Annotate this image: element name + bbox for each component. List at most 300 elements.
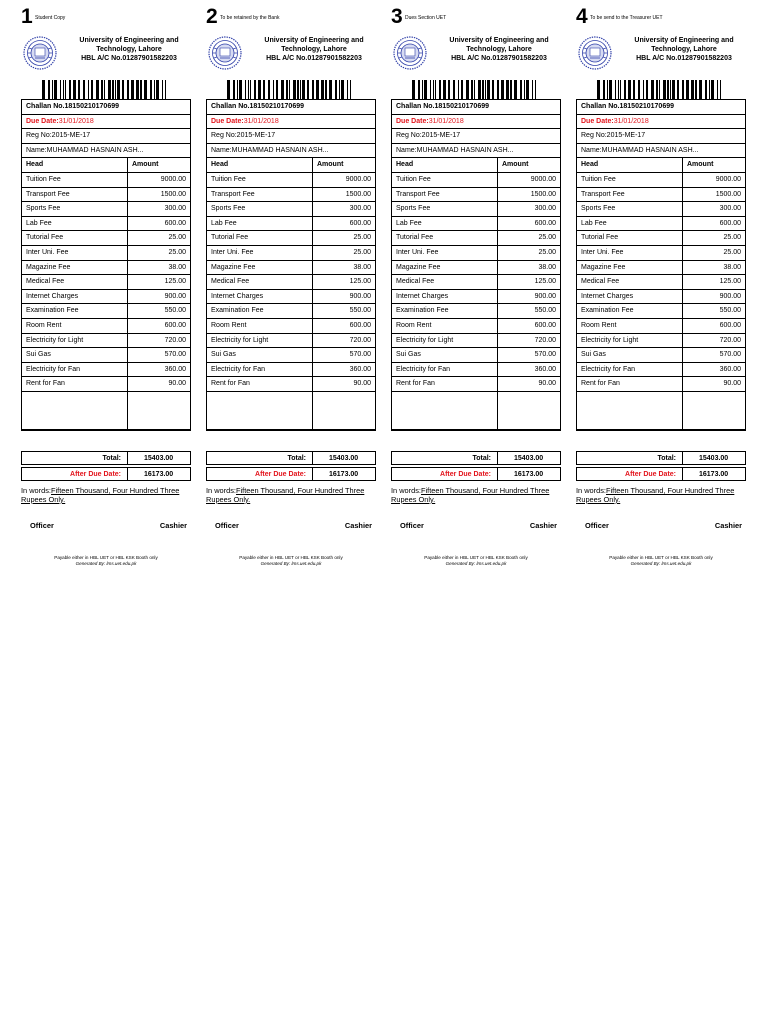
barcode-bar [677,80,679,100]
fee-amount: 570.00 [349,351,371,359]
fee-amount: 1500.00 [530,190,556,198]
institution-name [59,36,199,63]
institution-name-line1: University of Engineering and [264,37,364,44]
copy-label: Dues Section UET [405,15,447,21]
fee-head: Examination Fee [22,304,128,318]
barcode-bar [63,80,64,100]
generated-by: Generated By: lms.uet.edu.pk [445,561,507,566]
barcode-bar [108,80,111,100]
reg-no: Reg No:2015-ME-17 [577,129,745,144]
barcode-bar [643,80,644,100]
fee-head: Examination Fee [577,304,683,318]
fee-head: Magazine Fee [577,261,683,275]
copy-number: 3 [391,5,403,28]
institution-name-line2: Technology, Lahore [281,46,347,53]
barcode-bar [474,80,475,100]
fee-row [392,377,560,392]
barcode-bar [91,80,93,100]
barcode-bar [156,80,159,100]
barcode-bar [144,80,147,100]
fee-head: Sports Fee [392,202,498,216]
fee-amount: 600.00 [534,219,556,227]
barcode-bar [350,80,351,100]
fee-amount: 600.00 [164,219,186,227]
challan-table [21,99,191,431]
generated-by: Generated By: lms.uet.edu.pk [260,561,322,566]
fee-head: Tuition Fee [22,173,128,187]
head-column-header: Head [22,158,128,172]
total-value: 15403.00 [514,455,544,462]
barcode-bar [609,80,612,100]
fee-row [577,261,745,276]
institution-name [429,36,569,63]
copy-label: Student Copy [35,15,66,21]
barcode-bar [532,80,533,100]
fee-row [22,348,190,363]
fee-row [577,290,745,305]
words-value: Fifteen Thousand, Four Hundred Three Rupees Only. [391,486,550,504]
due-date-value: 31/01/2018 [243,117,279,125]
fee-head: Transport Fee [22,188,128,202]
amount-column-header: Amount [132,161,159,169]
barcode-bar [52,80,53,100]
barcode-bar [412,80,415,100]
fee-amount: 125.00 [164,278,186,286]
challan-copy-3 [391,5,561,566]
fee-head: Transport Fee [392,188,498,202]
university-logo-icon [208,36,242,70]
fee-amount: 25.00 [168,234,186,242]
fee-row [22,377,190,392]
copy-label: To be retained by the Bank [220,15,280,21]
barcode-bar [633,80,635,100]
words-label: In words: [391,486,421,495]
footer-note [206,555,376,567]
fee-amount: 300.00 [164,205,186,213]
fee-amount: 570.00 [534,351,556,359]
barcode-bar [443,80,446,100]
institution-header [576,36,746,72]
barcode-bar [258,80,261,100]
barcode-bar [510,80,512,100]
fee-head: Sports Fee [207,202,313,216]
words-label: In words: [21,486,51,495]
fee-row [22,202,190,217]
fee-head: Lab Fee [577,217,683,231]
fee-amount: 25.00 [538,248,556,256]
due-date-row [22,115,190,130]
fee-head: Tuition Fee [207,173,313,187]
payable-note: Payable either in HBL UET or HBL KSK Booth only [609,555,713,560]
fee-row [392,188,560,203]
fee-amount: 1500.00 [345,190,371,198]
barcode-bar [618,80,619,100]
barcode-bar [695,80,697,100]
barcode [412,80,536,100]
officer-signature: Officer [400,521,424,530]
barcode-bar [603,80,605,100]
fee-head: Tuition Fee [392,173,498,187]
barcode-bar [150,80,152,100]
fee-head: Sui Gas [22,348,128,362]
fee-row [577,304,745,319]
institution-header [206,36,376,72]
fee-amount: 900.00 [349,292,371,300]
barcode-bar [720,80,721,100]
fee-amount: 125.00 [349,278,371,286]
blank-row [207,392,375,430]
after-due-label: After Due Date: [207,468,313,480]
fee-head: Medical Fee [577,275,683,289]
barcode-bar [297,80,299,100]
challan-copy-1 [21,5,191,566]
totals [391,451,561,483]
fee-head: Electricity for Light [22,334,128,348]
fee-amount: 90.00 [168,380,186,388]
head-column-header: Head [392,158,498,172]
fee-head: Inter Uni. Fee [22,246,128,260]
fee-amount: 90.00 [723,380,741,388]
fee-amount: 9000.00 [530,175,556,183]
barcode-bar [276,80,278,100]
blank-row [392,392,560,430]
fee-head: Rent for Fan [577,377,683,391]
fee-row [577,231,745,246]
fee-amount: 25.00 [723,234,741,242]
university-logo-icon [578,36,612,70]
barcode-bar [501,80,504,100]
barcode-bar [485,80,486,100]
fee-amount: 720.00 [349,336,371,344]
university-logo-icon [23,36,57,70]
after-due-value: 16173.00 [699,471,729,478]
barcode-bar [433,80,434,100]
barcode-bar [607,80,608,100]
fee-head: Tuition Fee [577,173,683,187]
fee-head: Magazine Fee [207,261,313,275]
fee-row [207,173,375,188]
barcode-bar [88,80,89,100]
barcode [227,80,351,100]
copy-header [21,6,191,26]
fee-row [207,202,375,217]
fee-head: Room Rent [392,319,498,333]
barcode-bar [628,80,631,100]
cashier-signature: Cashier [344,521,372,530]
fee-row [207,348,375,363]
fee-row [207,231,375,246]
totals [206,451,376,483]
blank-row [577,392,745,430]
barcode [42,80,166,100]
barcode-bar [672,80,675,100]
barcode-bar [329,80,332,100]
barcode-bar [435,80,436,100]
challan-number: Challan No.18150210170699 [392,100,560,115]
due-date-value: 31/01/2018 [58,117,94,125]
fee-amount: 1500.00 [715,190,741,198]
copy-number: 4 [576,5,588,28]
fee-head: Inter Uni. Fee [577,246,683,260]
due-date-label: Due Date: [581,117,614,125]
barcode-bar [659,80,660,100]
fee-head: Sui Gas [392,348,498,362]
amount-in-words [391,486,563,504]
fee-row [207,188,375,203]
fee-amount: 720.00 [719,336,741,344]
fee-amount: 1500.00 [160,190,186,198]
fee-head: Electricity for Light [207,334,313,348]
total-row [21,451,191,465]
cashier-signature: Cashier [529,521,557,530]
fee-amount: 9000.00 [160,175,186,183]
barcode-bar [620,80,621,100]
fee-row [577,363,745,378]
institution-name [244,36,384,63]
fee-amount: 300.00 [719,205,741,213]
fee-amount: 300.00 [534,205,556,213]
barcode-bar [122,80,124,100]
fee-head: Electricity for Fan [577,363,683,377]
barcode-bar [316,80,319,100]
total-value: 15403.00 [144,455,174,462]
barcode-bar [289,80,290,100]
barcode-bar [691,80,694,100]
fee-rows [577,173,745,392]
fee-head: Medical Fee [22,275,128,289]
due-date-row [392,115,560,130]
barcode-bar [233,80,235,100]
barcode-bar [165,80,166,100]
barcode-bar [78,80,80,100]
institution-name-line2: Technology, Lahore [466,46,532,53]
due-date-label: Due Date: [211,117,244,125]
fee-row [392,348,560,363]
due-date-label: Due Date: [396,117,429,125]
institution-header [391,36,561,72]
after-due-value: 16173.00 [329,471,359,478]
barcode-bar [248,80,249,100]
barcode-bar [492,80,494,100]
barcode-bar [520,80,522,100]
total-label: Total: [207,452,313,464]
fee-amount: 360.00 [164,365,186,373]
after-due-row [391,467,561,481]
fee-amount: 360.00 [349,365,371,373]
copy-number: 2 [206,5,218,28]
barcode-bar [478,80,481,100]
barcode-bar [83,80,85,100]
footer-note [391,555,561,567]
fee-amount: 9000.00 [715,175,741,183]
fee-amount: 550.00 [719,307,741,315]
fee-row [207,261,375,276]
barcode-bar [422,80,423,100]
fee-amount: 25.00 [168,248,186,256]
barcode-bar [268,80,270,100]
cashier-signature: Cashier [714,521,742,530]
barcode-bar [96,80,99,100]
institution-name-line1: University of Engineering and [449,37,549,44]
institution-name-line2: Technology, Lahore [96,46,162,53]
fee-head: Sports Fee [22,202,128,216]
challan-table [576,99,746,431]
fee-head: Internet Charges [22,290,128,304]
barcode-bar [42,80,45,100]
amount-column-header: Amount [687,161,714,169]
fee-row [22,290,190,305]
bank-account: HBL A/C No.01287901582203 [266,55,362,62]
barcode-bar [69,80,71,100]
fee-head: Lab Fee [207,217,313,231]
barcode-bar [597,80,600,100]
barcode-bar [535,80,536,100]
after-due-label: After Due Date: [22,468,128,480]
fee-head: Sui Gas [207,348,313,362]
fee-amount: 720.00 [164,336,186,344]
institution-name-line1: University of Engineering and [634,37,734,44]
payable-note: Payable either in HBL UET or HBL KSK Booth only [54,555,158,560]
fee-head: Transport Fee [577,188,683,202]
head-column-header: Head [577,158,683,172]
fee-head: Sui Gas [577,348,683,362]
challan-copy-2 [206,5,376,566]
reg-no: Reg No:2015-ME-17 [22,129,190,144]
fee-amount: 25.00 [353,248,371,256]
fee-head: Lab Fee [22,217,128,231]
generated-by: Generated By: lms.uet.edu.pk [630,561,692,566]
barcode-bar [514,80,517,100]
payable-note: Payable either in HBL UET or HBL KSK Booth only [424,555,528,560]
barcode-bar [250,80,251,100]
fee-row [577,275,745,290]
barcode-bar [281,80,284,100]
barcode-bar [335,80,337,100]
barcode-bar [524,80,525,100]
barcode-bar [506,80,509,100]
fee-table-header [577,158,745,173]
fee-amount: 38.00 [723,263,741,271]
barcode-bar [325,80,327,100]
fee-amount: 38.00 [538,263,556,271]
challan-number: Challan No.18150210170699 [577,100,745,115]
fee-rows [392,173,560,392]
barcode-bar [448,80,450,100]
barcode-bar [424,80,427,100]
barcode-bar [458,80,459,100]
fee-amount: 550.00 [534,307,556,315]
amount-column-header: Amount [317,161,344,169]
barcode-bar [347,80,348,100]
fee-row [577,217,745,232]
barcode-bar [341,80,344,100]
fee-row [22,363,190,378]
fee-head: Tutorial Fee [22,231,128,245]
barcode-bar [117,80,120,100]
fee-head: Magazine Fee [22,261,128,275]
barcode-bar [487,80,490,100]
fee-row [22,246,190,261]
after-due-label: After Due Date: [392,468,498,480]
fee-amount: 570.00 [164,351,186,359]
fee-row [577,202,745,217]
totals [21,451,191,483]
amount-in-words [21,486,193,504]
barcode-bar [667,80,669,100]
institution-name [614,36,754,63]
fee-head: Internet Charges [207,290,313,304]
fee-row [207,246,375,261]
barcode-bar [497,80,499,100]
barcode-bar [466,80,469,100]
barcode-bar [48,80,50,100]
barcode-bar [430,80,431,100]
footer-note [21,555,191,567]
fee-head: Sports Fee [577,202,683,216]
fee-row [577,348,745,363]
barcode-bar [245,80,246,100]
fee-row [207,275,375,290]
copy-header [576,6,746,26]
fee-head: Electricity for Light [392,334,498,348]
total-label: Total: [577,452,683,464]
fee-head: Rent for Fan [22,377,128,391]
footer-note [576,555,746,567]
fee-row [207,217,375,232]
words-value: Fifteen Thousand, Four Hundred Three Rupees Only. [206,486,365,504]
barcode-bar [300,80,301,100]
due-date-label: Due Date: [26,117,59,125]
barcode-bar [112,80,114,100]
copy-label: To be send to the Treasurer UET [590,15,663,21]
fee-row [207,377,375,392]
blank-row [22,392,190,430]
barcode-bar [60,80,61,100]
officer-signature: Officer [30,521,54,530]
after-due-row [576,467,746,481]
fee-row [577,319,745,334]
fee-amount: 600.00 [349,219,371,227]
due-date-value: 31/01/2018 [428,117,464,125]
barcode-bar [453,80,455,100]
barcode-bar [615,80,616,100]
barcode [597,80,721,100]
barcode-bar [54,80,57,100]
fee-head: Inter Uni. Fee [207,246,313,260]
fee-row [207,319,375,334]
barcode-bar [709,80,710,100]
fee-head: Magazine Fee [392,261,498,275]
fee-row [392,173,560,188]
fee-row [207,290,375,305]
barcode-bar [471,80,473,100]
fee-row [392,275,560,290]
student-name: Name:MUHAMMAD HASNAIN ASH... [577,144,745,159]
head-column-header: Head [207,158,313,172]
words-label: In words: [576,486,606,495]
barcode-bar [686,80,689,100]
generated-by: Generated By: lms.uet.edu.pk [75,561,137,566]
words-label: In words: [206,486,236,495]
barcode-bar [140,80,142,100]
fee-row [22,231,190,246]
fee-row [392,261,560,276]
after-due-value: 16173.00 [514,471,544,478]
cashier-signature: Cashier [159,521,187,530]
fee-amount: 38.00 [353,263,371,271]
total-label: Total: [22,452,128,464]
fee-table-header [207,158,375,173]
